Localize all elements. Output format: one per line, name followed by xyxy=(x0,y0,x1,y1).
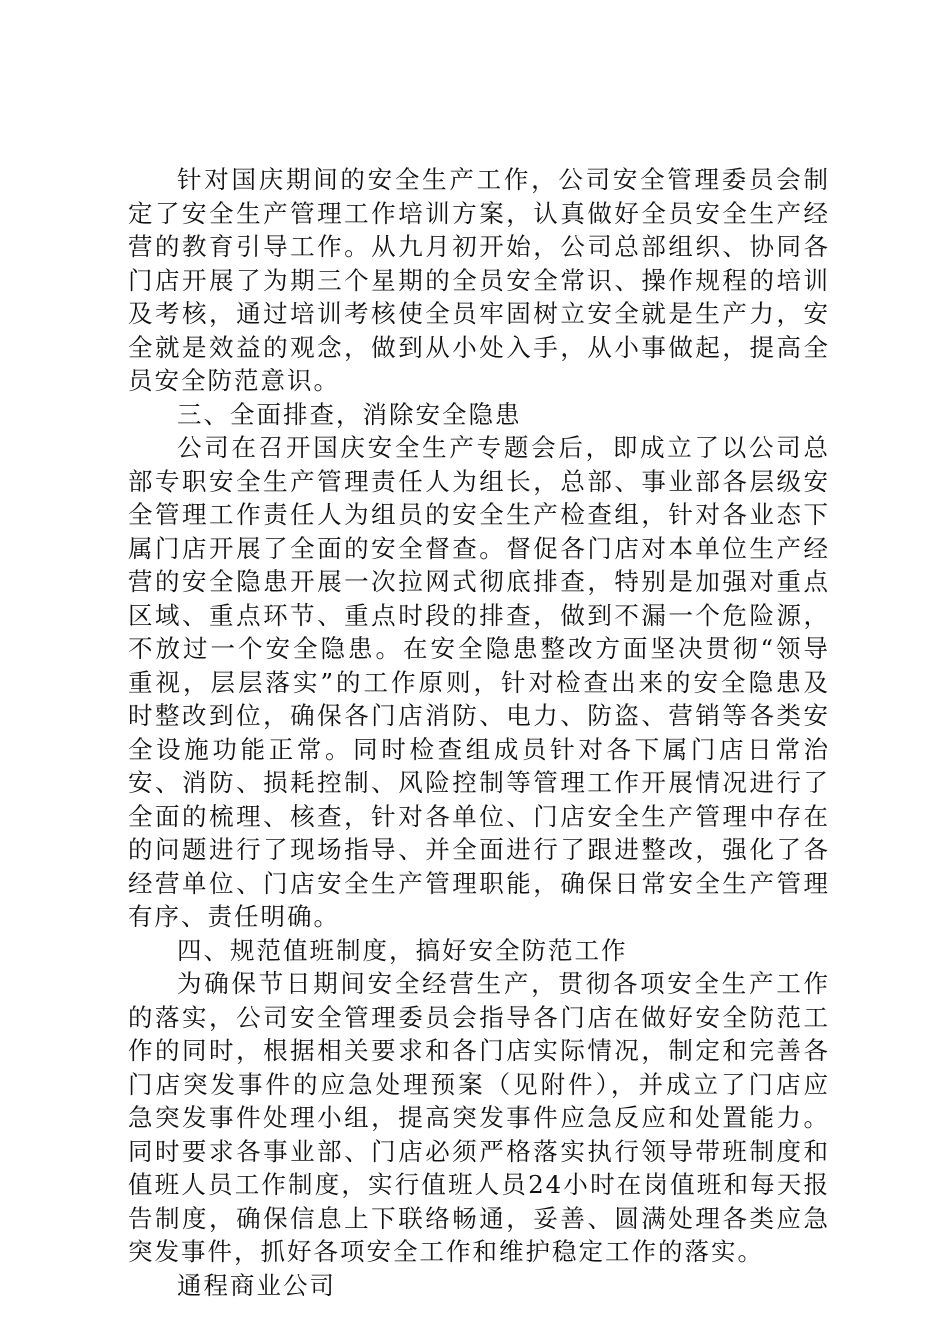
document-body xyxy=(128,163,830,1302)
paragraph-inspection: 公司在召开国庆安全生产专题会后，即成立了以公司总部专职安全生产管理责任人为组长，总部、事业部各层级安全管理工作责任人为组员的安全生产检查组，针对各业态下属门店开展了全面的安全督查。督促各门店对本单位生产经营的安全隐患开展一次拉网式彻底排查，特别是加强对重点区域、重点环节、重点时段的排查，做到不漏一个危险源，不放过一个安全隐患。在安全隐患整改方面坚决贯彻“领导重视，层层落实”的工作原则，针对检查出来的安全隐患及时整改到位，确保各门店消防、电力、防盗、营销等各类安全设施功能正常。同时检查组成员针对各下属门店日常治安、消防、损耗控制、风险控制等管理工作开展情况进行了全面的梳理、核查，针对各单位、门店安全生产管理中存在的问题进行了现场指导、并全面进行了跟进整改，强化了各经营单位、门店安全生产管理职能，确保日常安全生产管理有序、责任明确。 xyxy=(128,433,830,931)
section-heading-3: 三、全面排查，消除安全隐患 xyxy=(177,399,522,429)
section-heading-4: 四、规范值班制度，搞好安全防范工作 xyxy=(177,935,628,965)
paragraph-training: 针对国庆期间的安全生产工作，公司安全管理委员会制定了安全生产管理工作培训方案，认真做好全员安全生产经营的教育引导工作。从九月初开始，公司总部组织、协同各门店开展了为期三个星期的全员安全常识、操作规程的培训及考核，通过培训考核使全员牢固树立安全就是生产力，安全就是效益的观念，做到从小处入手，从小事做起，提高全员安全防范意识。 xyxy=(128,165,830,395)
paragraph-duty-system: 为确保节日期间安全经营生产，贯彻各项安全生产工作的落实，公司安全管理委员会指导各门店在做好安全防范工作的同时，根据相关要求和各门店实际情况，制定和完善各门店突发事件的应急处理预案（见附件），并成立了门店应急突发事件处理小组，提高突发事件应急反应和处置能力。同时要求各事业部、门店必须严格落实执行领导带班制度和值班人员工作制度，实行值班人员24小时在岗值班和每天报告制度，确保信息上下联络畅通，妥善、圆满处理各类应急突发事件，抓好各项安全工作和维护稳定工作的落实。 xyxy=(128,969,830,1266)
company-signature: 通程商业公司 xyxy=(177,1270,336,1300)
